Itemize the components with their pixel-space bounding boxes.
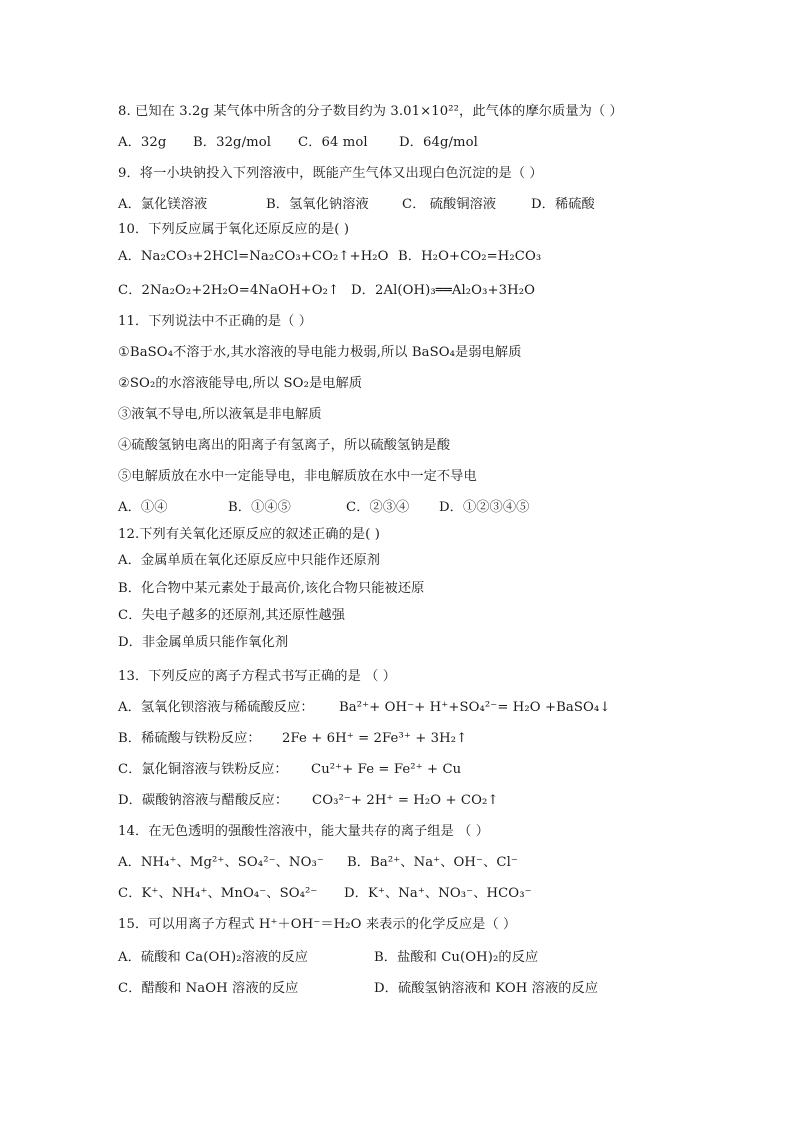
question-10-options-cd bbox=[118, 282, 535, 300]
question-12-option-a: A．金属单质在氧化还原反应中只能作还原剂 bbox=[118, 553, 381, 568]
question-11-options bbox=[118, 499, 529, 517]
option-label: B．稀硫酸与铁粉反应： bbox=[118, 731, 261, 746]
question-12-option-c: C．失电子越多的还原剂,其还原性越强 bbox=[118, 608, 346, 623]
question-8-stem: 8. 已知在 3.2g 某气体中所含的分子数目约为 3.01×10²²，此气体的摩尔质量为（ ） bbox=[118, 104, 623, 119]
question-14-stem: 14．在无色透明的强酸性溶液中，能大量共存的离子组是 （ ） bbox=[118, 824, 490, 839]
option-b: B．盐酸和 Cu(OH)₂的反应 bbox=[374, 950, 539, 965]
question-13-option-b bbox=[118, 730, 467, 748]
option-d: D．64g/mol bbox=[399, 135, 478, 150]
option-b: B．氢氧化钠溶液 bbox=[266, 197, 369, 212]
statement-3: ③液氧不导电,所以液氧是非电解质 bbox=[118, 407, 322, 422]
question-15-options-ab bbox=[118, 949, 538, 967]
question-13-stem: 13．下列反应的离子方程式书写正确的是 （ ） bbox=[118, 669, 397, 684]
option-b: B．32g/mol bbox=[193, 135, 272, 150]
question-10-options-ab bbox=[118, 248, 541, 266]
question-12-option-b: B．化合物中某元素处于最高价,该化合物只能被还原 bbox=[118, 581, 425, 596]
question-12-option-d: D．非金属单质只能作氧化剂 bbox=[118, 635, 289, 650]
option-c: C．K⁺、NH₄⁺、MnO₄⁻、SO₄²⁻ bbox=[118, 886, 318, 901]
option-d: D．硫酸氢钠溶液和 KOH 溶液的反应 bbox=[374, 981, 599, 996]
option-c: C． 硫酸铜溶液 bbox=[402, 197, 497, 212]
question-14-options-cd bbox=[118, 885, 532, 903]
question-9-stem: 9．将一小块钠投入下列溶液中，既能产生气体又出现白色沉淀的是（ ） bbox=[118, 166, 543, 181]
option-c: C．2Na₂O₂+2H₂O=4NaOH+O₂↑ bbox=[118, 283, 340, 298]
option-a: A．Na₂CO₃+2HCl=Na₂CO₃+CO₂↑+H₂O bbox=[118, 249, 389, 264]
statement-1: ①BaSO₄不溶于水,其水溶液的导电能力极弱,所以 BaSO₄是弱电解质 bbox=[118, 345, 522, 360]
option-a: A．NH₄⁺、Mg²⁺、SO₄²⁻、NO₃⁻ bbox=[118, 855, 324, 870]
option-a: A．氯化镁溶液 bbox=[118, 197, 208, 212]
question-9-options bbox=[118, 196, 595, 214]
option-b: B．H₂O+CO₂=H₂CO₃ bbox=[398, 249, 542, 264]
question-15-options-cd bbox=[118, 980, 598, 998]
statement-5: ⑤电解质放在水中一定能导电，非电解质放在水中一定不导电 bbox=[118, 469, 477, 484]
option-equation: CO₃²⁻+ 2H⁺ = H₂O + CO₂↑ bbox=[312, 793, 499, 808]
question-13-option-a bbox=[118, 699, 610, 717]
option-label: A．氢氧化钡溶液与稀硫酸反应： bbox=[118, 700, 314, 715]
question-12-stem: 12.下列有关氧化还原反应的叙述正确的是( ) bbox=[118, 527, 380, 542]
option-d: D．K⁺、Na⁺、NO₃⁻、HCO₃⁻ bbox=[344, 886, 532, 901]
option-d: D．稀硫酸 bbox=[531, 197, 595, 212]
option-label: D．碳酸钠溶液与醋酸反应： bbox=[118, 793, 289, 808]
statement-4: ④硫酸氢钠电离出的阳离子有氢离子，所以硫酸氢钠是酸 bbox=[118, 438, 451, 453]
option-c: C．②③④ bbox=[346, 500, 410, 515]
option-a: A．32g bbox=[118, 135, 167, 150]
option-c: C．64 mol bbox=[298, 135, 368, 150]
statement-2: ②SO₂的水溶液能导电,所以 SO₂是电解质 bbox=[118, 376, 363, 391]
option-equation: 2Fe + 6H⁺ = 2Fe³⁺ + 3H₂↑ bbox=[282, 731, 468, 746]
question-8-options bbox=[118, 134, 478, 152]
question-15-stem: 15．可以用离子方程式 H⁺＋OH⁻＝H₂O 来表示的化学反应是（ ） bbox=[118, 917, 517, 932]
option-label: C．氯化铜溶液与铁粉反应： bbox=[118, 762, 288, 777]
question-14-options-ab bbox=[118, 854, 518, 872]
option-b: B．①④⑤ bbox=[228, 500, 291, 515]
option-b: B．Ba²⁺、Na⁺、OH⁻、Cl⁻ bbox=[347, 855, 518, 870]
option-c: C．醋酸和 NaOH 溶液的反应 bbox=[118, 981, 299, 996]
question-11-stem: 11．下列说法中不正确的是（ ） bbox=[118, 314, 313, 329]
option-a: A．硫酸和 Ca(OH)₂溶液的反应 bbox=[118, 950, 309, 965]
option-a: A．①④ bbox=[118, 500, 168, 515]
option-equation: Cu²⁺+ Fe = Fe²⁺ + Cu bbox=[311, 762, 462, 777]
question-13-option-d bbox=[118, 792, 499, 810]
option-d: D．①②③④⑤ bbox=[439, 500, 530, 515]
question-10-stem: 10．下列反应属于氧化还原反应的是( ) bbox=[118, 222, 350, 237]
option-equation: Ba²⁺+ OH⁻+ H⁺+SO₄²⁻= H₂O +BaSO₄↓ bbox=[339, 700, 611, 715]
question-13-option-c bbox=[118, 761, 461, 779]
option-d: D．2Al(OH)₃══Al₂O₃+3H₂O bbox=[351, 283, 536, 298]
